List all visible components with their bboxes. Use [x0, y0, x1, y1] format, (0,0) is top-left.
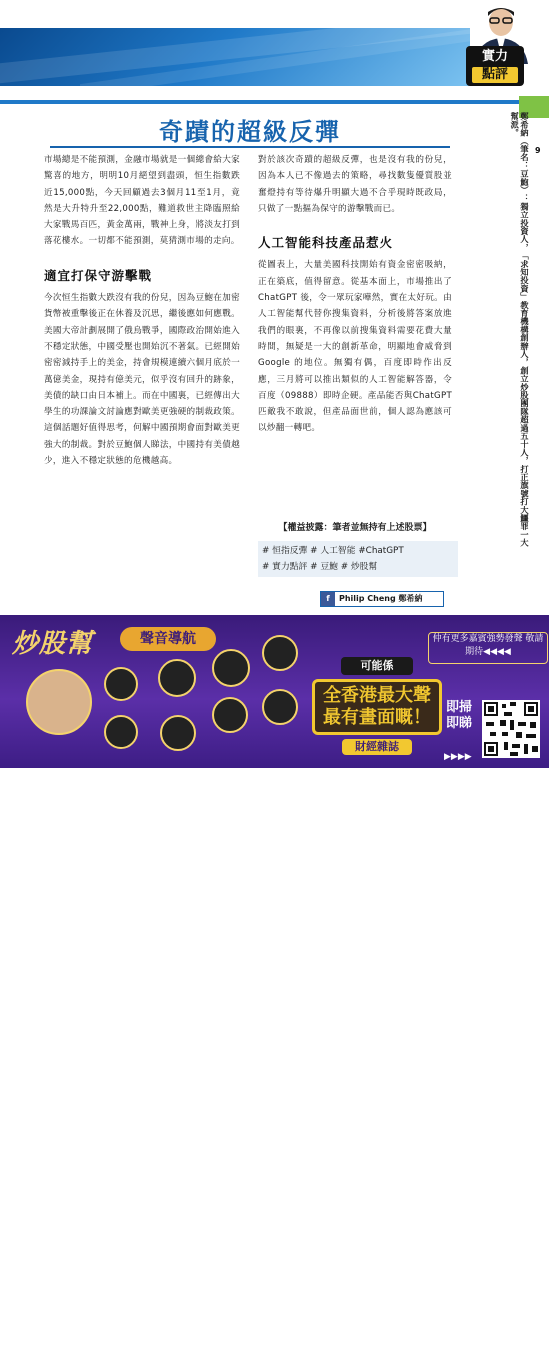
subheading-2: 人工智能科技產品惹火: [258, 235, 394, 251]
banner-graphic: [0, 28, 470, 86]
hashtag[interactable]: # 炒股幫: [340, 562, 378, 572]
guest-avatar: [104, 715, 138, 749]
facebook-icon: f: [321, 592, 335, 606]
scan-label: 即掃即睇: [445, 700, 472, 731]
article-column-right: [258, 152, 452, 437]
article-title: 奇蹟的超級反彈: [159, 118, 341, 146]
author-bio: 鄭希納（筆名：豆鮑）：獨立投資人，「求知投資」教育機構創辦人，創立炒股團隊超過五十人，打正旗號打大鱷罪一大幫派。: [510, 112, 530, 547]
ad-headline: 全香港最大聲 最有畫面嘅！: [312, 679, 442, 735]
ad-subline: 財經雜誌: [342, 739, 412, 755]
title-underline: [50, 146, 450, 148]
header-stripe: [0, 100, 549, 104]
ad-nav-label: 聲音導航: [120, 627, 216, 651]
header-banner: [0, 0, 549, 100]
hashtag[interactable]: # 人工智能: [310, 546, 356, 556]
article-column-left: [44, 152, 240, 469]
guest-avatar: [158, 659, 196, 697]
guest-avatar: [160, 715, 196, 751]
page-number: 9: [535, 146, 541, 155]
ad-headline-box: [312, 657, 442, 755]
paragraph-4: 從圖表上，大量美國科技開始有資金密密吸納，正在築底，值得留意。從基本面上，市場推出了ChatGPT 後，令一眾玩家嘩然，實在太好玩。由人工智能幫代替你搜集資料，分析後將答案放進我們的眼裏，不再像以前搜集資料需要花費大量時間，無疑是一大的創新革命，明顯地會威脅到Google 的地位。無獨有偶，百度即時作出反應，三月將可以推出類似的人工智能解答器，令百度（09888）即時企硬。產品能否與ChatGPT匹敵我不敢說，但產品面世前，個人認為應該可以炒翻一轉吧。: [258, 260, 452, 434]
guest-avatar: [262, 635, 298, 671]
guest-avatar: [262, 689, 298, 725]
paragraph-2: 今次恒生指數大跌沒有我的份兒，因為豆鮑在加密貨幣被重擊後正在休養及沉思，繼後應如何應戰。美國大帝計劃展開了俄烏戰爭，國際政治開始進入不穩定狀態，中國受壓也開始沉不著氣。已經開始密密減持手上的美金，持會規模連續六個月底於一萬億美金，現持有億美元，似乎沒有回升的跡象，美債的缺口由日本補上。而在中國裏，已經傳出大學生的功課論文討論應對歐美更強硬的制裁政策。這個話題好值得思考，何解中國預期會面對歐美更強大的制裁。對於豆鮑個人睇法，中國持有美債越少，進入不穩定狀態的危機越高。: [44, 293, 240, 467]
guest-avatar: [212, 649, 250, 687]
hashtag-box: [258, 541, 458, 577]
brand-line1: 實力: [481, 49, 508, 64]
ad-promo-text: 仲有更多嘉賓強勢發聲 敬請期待◀◀◀◀: [428, 632, 548, 664]
ad-caption: 傾情演繹: [36, 1351, 73, 1361]
disclosure: 【權益披露：筆者並無持有上述股票】: [278, 523, 432, 533]
hashtag[interactable]: #ChatGPT: [358, 546, 404, 556]
qr-code-icon[interactable]: [482, 700, 540, 758]
ad-logo: 炒股幫: [12, 629, 94, 659]
ad-tagline: 可能係: [341, 657, 413, 675]
scan-arrows: ▶▶▶▶: [444, 752, 472, 762]
hashtag[interactable]: # 實力點評: [262, 562, 308, 572]
hashtag[interactable]: # 恒指反彈: [262, 546, 308, 556]
host-avatar: [26, 669, 92, 735]
guest-avatar: [104, 667, 138, 701]
facebook-link[interactable]: [320, 591, 444, 607]
facebook-name: Philip Cheng 鄭希納: [339, 594, 423, 603]
hashtag[interactable]: # 豆鮑: [310, 562, 338, 572]
paragraph-1: 市場總是不能預測，金融市場就是一個總會給大家驚喜的地方，明明10月絕望到盡頭，恒生指數跌近15,000點，今天回顧過去3個月11至1月，竟然是大升特升至22,000點，難道救世主降臨照給大家戰馬百匹，黃金萬兩，戰神上身，將淡友打到落花樓水。一切都不能預測，莫猜測市場的走向。: [44, 155, 240, 247]
paragraph-3: 對於該次奇蹟的超級反彈，也是沒有我的份兒，因為本人已不像過去的策略，尋找數隻優質股並奮燈持有等待爆升明顯大過不合乎現時既政局，只做了一點摳為保守的游擊戰而已。: [258, 155, 452, 214]
guest-avatar: [212, 697, 248, 733]
subheading-1: 適宜打保守游擊戰: [44, 267, 153, 283]
brand-line2: 點評: [472, 67, 518, 83]
column-brand-badge: [466, 46, 524, 86]
